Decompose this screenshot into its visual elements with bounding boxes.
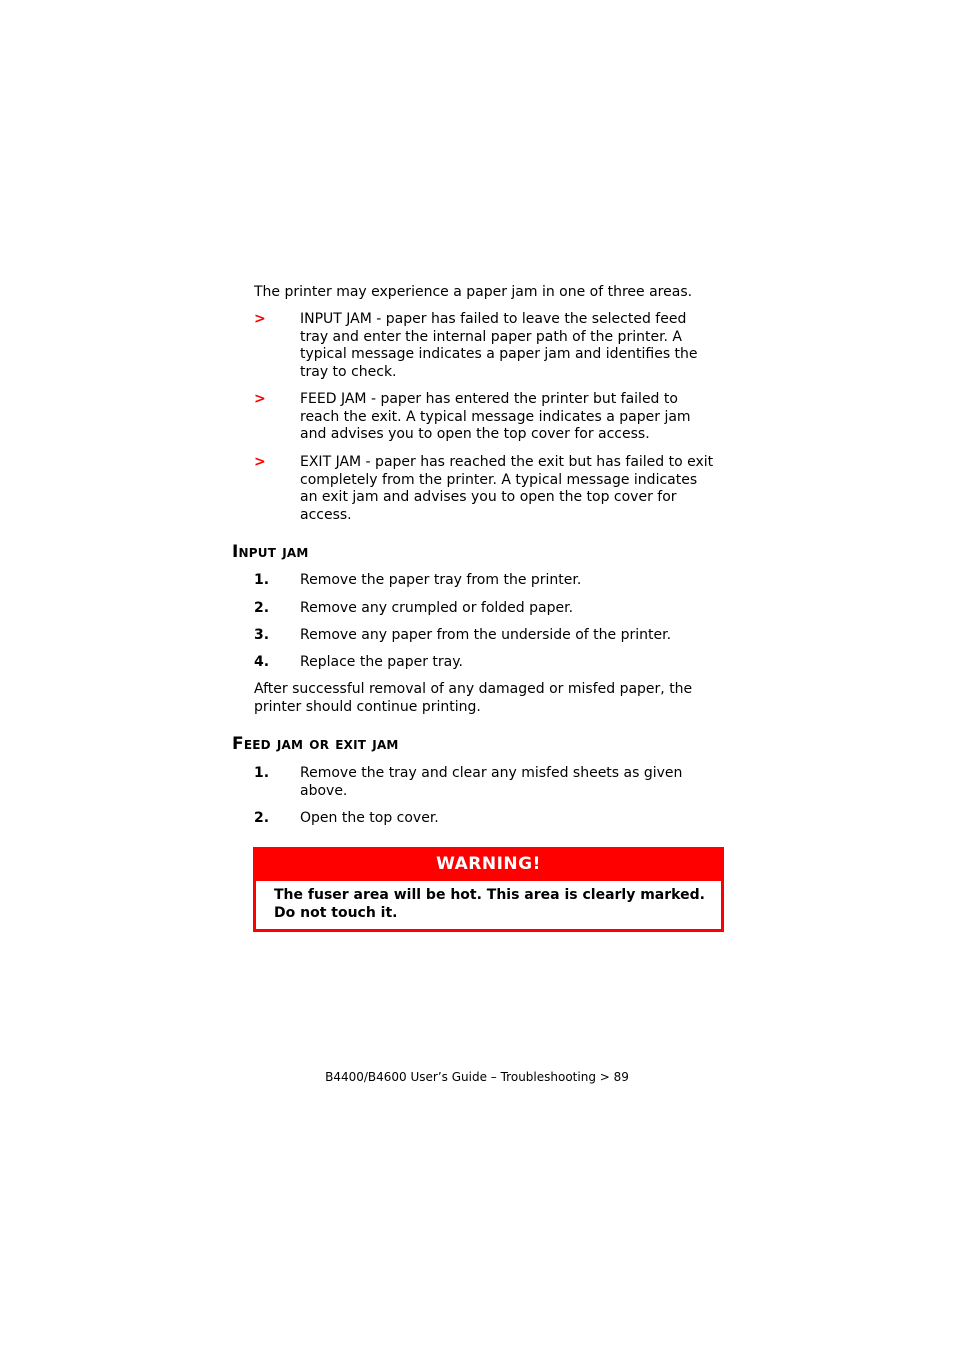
step-number: 3. [254, 627, 270, 643]
step-text: Remove any crumpled or folded paper. [300, 600, 574, 616]
page-footer: B4400/B4600 User’s Guide – Troubleshooting > 89 [325, 1070, 629, 1084]
step-text: Remove any paper from the underside of the printer. [300, 627, 672, 643]
warning-box [253, 847, 724, 932]
step-number: 4. [254, 654, 270, 670]
bullet-marker: > [254, 454, 266, 470]
jam-type-input: INPUT JAM - paper has failed to leave the selected feed tray and enter the internal paper path of the printer. A typical message indicates a paper jam and identifies the tray to check. [300, 311, 698, 380]
section-heading-input-jam: Input jam [232, 542, 309, 562]
warning-text: The fuser area will be hot. This area is clearly marked. Do not touch it. [274, 887, 705, 921]
after-paragraph: After successful removal of any damaged or misfed paper, the printer should continue printing. [254, 681, 693, 715]
step-text: Open the top cover. [300, 810, 439, 826]
intro-paragraph: The printer may experience a paper jam in one of three areas. [254, 284, 693, 300]
jam-type-feed: FEED JAM - paper has entered the printer but failed to reach the exit. A typical message indicates a paper jam and advises you to open the top cover for access. [300, 391, 691, 443]
step-number: 2. [254, 600, 270, 616]
section-heading-feed-exit-jam: Feed jam or exit jam [232, 734, 399, 754]
step-text: Remove the paper tray from the printer. [300, 572, 582, 588]
step-number: 2. [254, 810, 270, 826]
step-number: 1. [254, 572, 270, 588]
step-number: 1. [254, 765, 270, 781]
step-text: Replace the paper tray. [300, 654, 463, 670]
step-text: Remove the tray and clear any misfed sheets as given above. [300, 765, 683, 799]
bullet-marker: > [254, 311, 266, 327]
warning-title: WARNING! [256, 847, 721, 881]
bullet-marker: > [254, 391, 266, 407]
jam-type-exit: EXIT JAM - paper has reached the exit but has failed to exit completely from the printer. A typical message indicates an exit jam and advises you to open the top cover for access. [300, 454, 714, 523]
